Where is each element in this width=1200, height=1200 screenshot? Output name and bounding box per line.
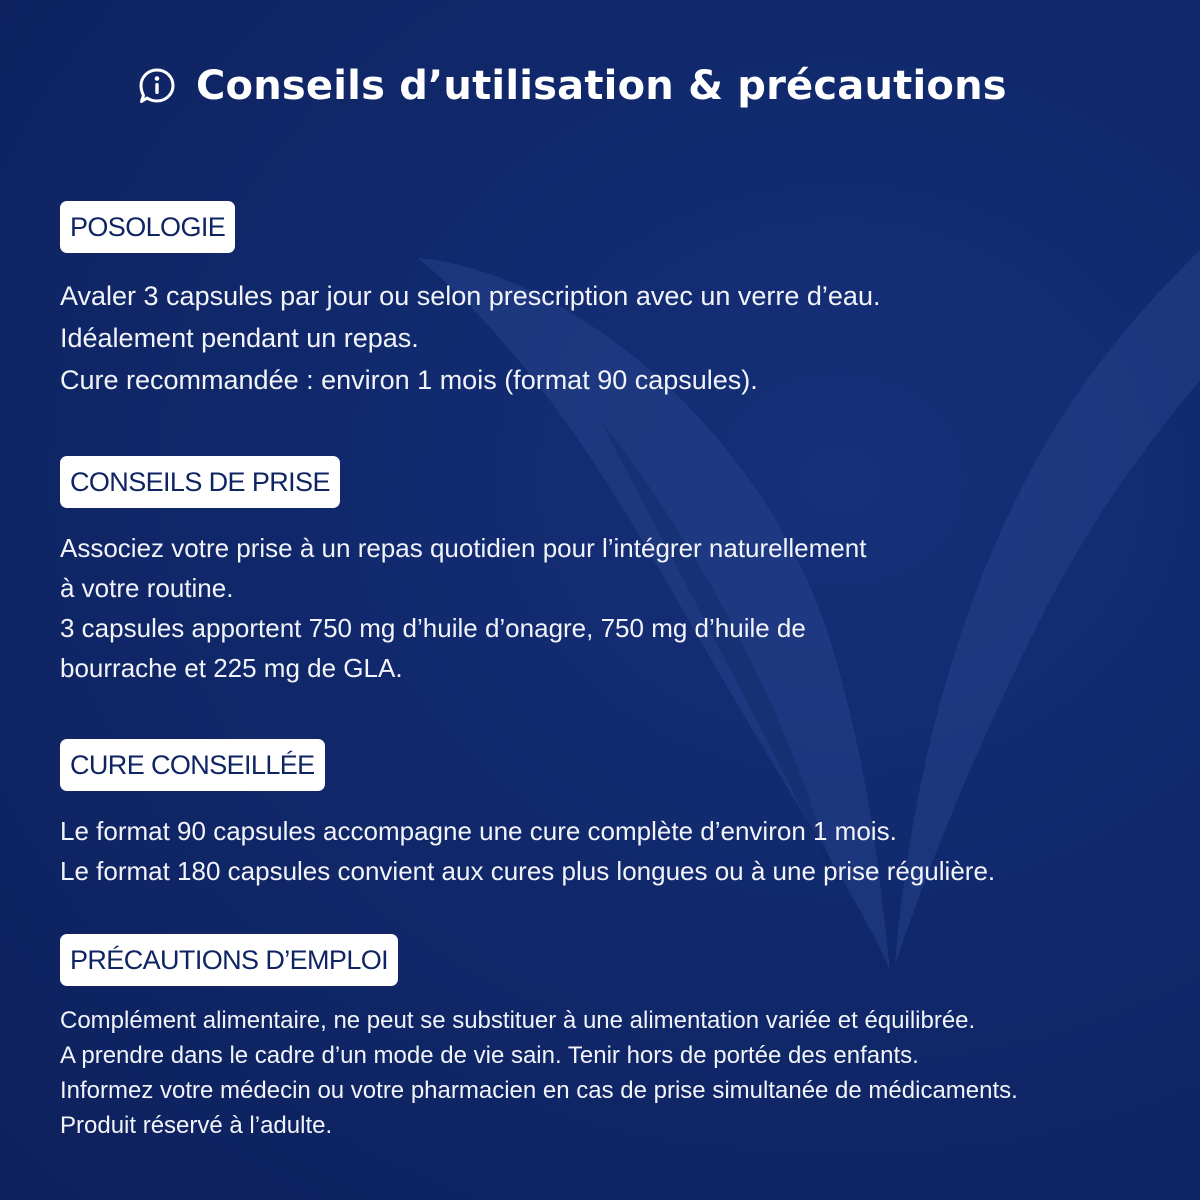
text-line: Cure recommandée : environ 1 mois (format 90 capsules).	[60, 365, 758, 395]
section-conseils-de-prise	[60, 456, 1150, 688]
page-title: Conseils d’utilisation & précautions	[196, 63, 1007, 109]
text-line: Idéalement pendant un repas.	[60, 323, 419, 353]
text-line: Informez votre médecin ou votre pharmacien en cas de prise simultanée de médicaments.	[60, 1077, 1018, 1104]
text-line: Produit réservé à l’adulte.	[60, 1112, 333, 1139]
text-line: à votre routine.	[60, 573, 234, 603]
section-text	[60, 1003, 1150, 1143]
section-tag: POSOLOGIE	[60, 201, 235, 253]
section-tag: CURE CONSEILLÉE	[60, 739, 325, 791]
section-text	[60, 275, 1150, 401]
text-line: Complément alimentaire, ne peut se substituer à une alimentation variée et équilibrée.	[60, 1007, 976, 1034]
section-posologie	[60, 201, 1150, 401]
info-chat-icon	[138, 67, 176, 105]
section-text	[60, 811, 1150, 891]
section-tag: PRÉCAUTIONS D’EMPLOI	[60, 934, 398, 986]
section-cure-conseillee	[60, 739, 1150, 891]
text-line: bourrache et 225 mg de GLA.	[60, 653, 403, 683]
section-precautions-emploi	[60, 934, 1150, 1143]
text-line: Le format 90 capsules accompagne une cure complète d’environ 1 mois.	[60, 816, 897, 846]
header	[138, 60, 1007, 112]
text-line: 3 capsules apportent 750 mg d’huile d’onagre, 750 mg d’huile de	[60, 613, 806, 643]
text-line: Avaler 3 capsules par jour ou selon prescription avec un verre d’eau.	[60, 281, 881, 311]
section-text	[60, 528, 1150, 688]
text-line: Associez votre prise à un repas quotidien pour l’intégrer naturellement	[60, 533, 867, 563]
section-tag: CONSEILS DE PRISE	[60, 456, 340, 508]
text-line: A prendre dans le cadre d’un mode de vie sain. Tenir hors de portée des enfants.	[60, 1042, 919, 1069]
text-line: Le format 180 capsules convient aux cures plus longues ou à une prise régulière.	[60, 856, 996, 886]
